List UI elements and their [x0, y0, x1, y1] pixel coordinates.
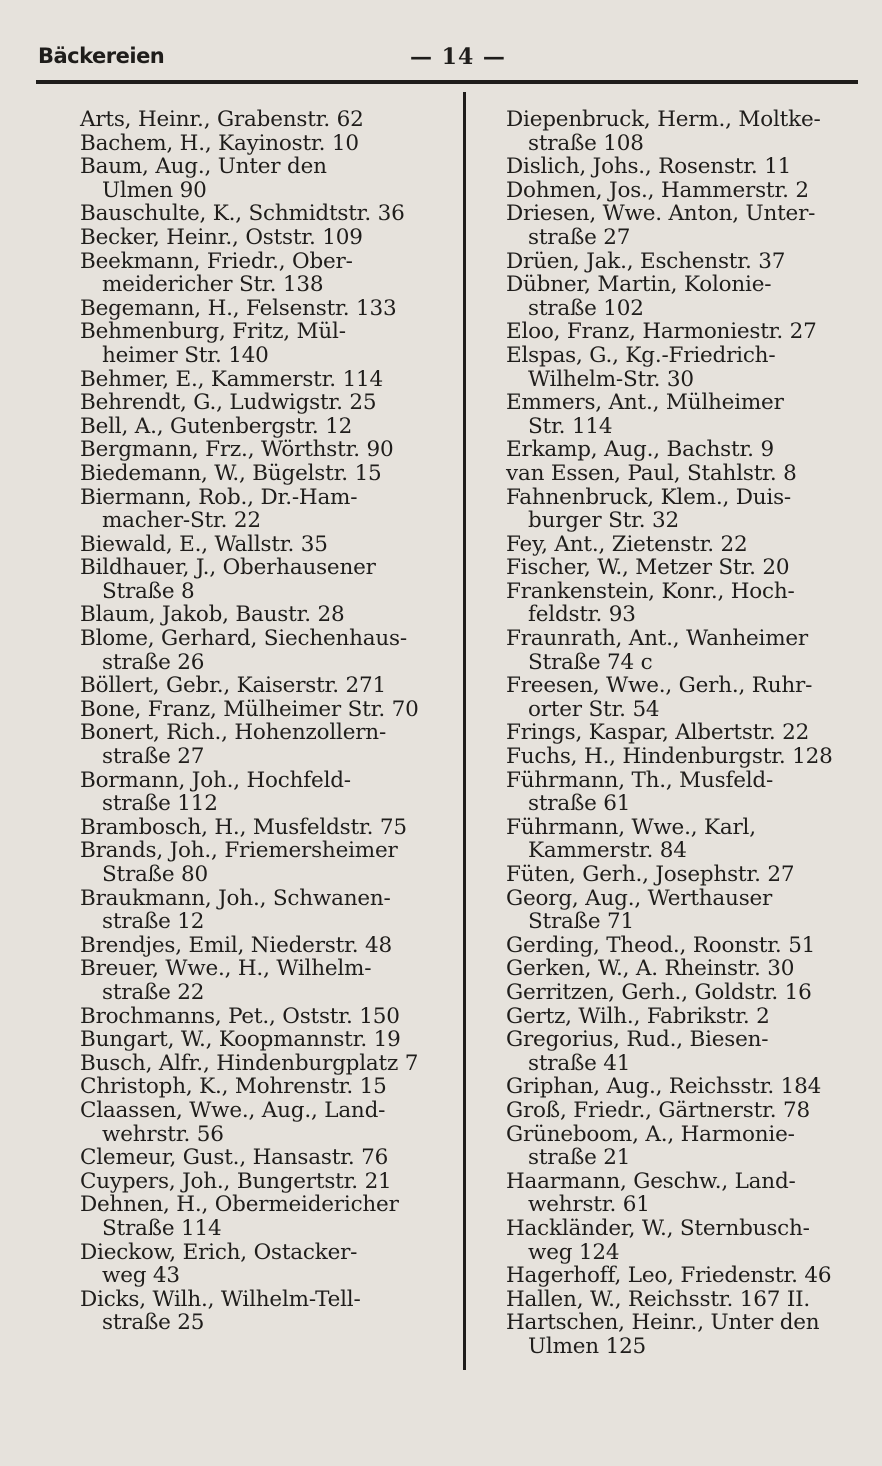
directory-entry: Bachem, H., Kayinostr. 10 [80, 130, 359, 156]
directory-entry: Dehnen, H., Obermeidericher Straße 114 [80, 1192, 399, 1241]
directory-entry: Brambosch, H., Musfeldstr. 75 [80, 814, 407, 840]
directory-entry: Haarmann, Geschw., Land- wehrstr. 61 [506, 1168, 796, 1218]
directory-entry: Hagerhoff, Leo, Friedenstr. 46 [506, 1263, 832, 1289]
directory-entry: Bildhauer, J., Oberhausener Straße 8 [80, 555, 376, 604]
directory-entry: Clemeur, Gust., Hansastr. 76 [80, 1145, 389, 1171]
page-number: — 14 — [410, 44, 506, 70]
header-rule [36, 80, 858, 84]
directory-entry: Baum, Aug., Unter den Ulmen 90 [80, 154, 327, 203]
directory-entry: Führmann, Wwe., Karl, Kammerstr. 84 [506, 814, 756, 864]
directory-entry: Busch, Alfr., Hindenburgplatz 7 [80, 1050, 419, 1076]
directory-entry: Hackländer, W., Sternbusch- weg 124 [506, 1215, 810, 1265]
directory-entry: Gregorius, Rud., Biesen- straße 41 [506, 1027, 769, 1076]
directory-entry: Gerken, W., A. Rheinstr. 30 [506, 956, 795, 982]
directory-entry: Dohmen, Jos., Hammerstr. 2 [506, 177, 809, 203]
directory-entry: Becker, Heinr., Oststr. 109 [80, 224, 363, 250]
directory-entry: Bone, Franz, Mülheimer Str. 70 [80, 696, 419, 722]
directory-entry: Claassen, Wwe., Aug., Land- wehrstr. 56 [80, 1097, 386, 1147]
right-column [506, 108, 871, 1358]
directory-entry: Gerritzen, Gerh., Goldstr. 16 [506, 979, 812, 1005]
directory-entry: Hartschen, Heinr., Unter den Ulmen 125 [506, 1310, 820, 1359]
directory-entry: Gerding, Theod., Roonstr. 51 [506, 932, 816, 958]
directory-entry: Blome, Gerhard, Siechenhaus- straße 26 [80, 626, 407, 675]
directory-entry: Dislich, Johs., Rosenstr. 11 [506, 154, 792, 180]
directory-entry: Beekmann, Friedr., Ober- meidericher Str. 138 [80, 248, 353, 298]
directory-entry: Behmer, E., Kammerstr. 114 [80, 366, 384, 392]
directory-entry: Biermann, Rob., Dr.-Ham- macher-Str. 22 [80, 484, 358, 534]
directory-entry: Freesen, Wwe., Gerh., Ruhr- orter Str. 54 [506, 673, 813, 722]
directory-entry: Frankenstein, Konr., Hoch- feldstr. 93 [506, 578, 795, 628]
directory-entry: Bormann, Joh., Hochfeld- straße 112 [80, 767, 351, 817]
left-column [80, 108, 445, 1335]
directory-entry: Grüneboom, A., Harmonie- straße 21 [506, 1121, 795, 1171]
directory-entry: Fuchs, H., Hindenburgstr. 128 [506, 744, 833, 770]
directory-entry: Elspas, G., Kg.-Friedrich- Wilhelm-Str. 30 [506, 342, 776, 392]
directory-entry: Bungart, W., Koopmannstr. 19 [80, 1027, 401, 1053]
directory-entry: Brands, Joh., Friemersheimer Straße 80 [80, 838, 398, 887]
directory-entry: Fischer, W., Metzer Str. 20 [506, 555, 790, 581]
directory-entry: Driesen, Wwe. Anton, Unter- straße 27 [506, 201, 816, 250]
directory-entry: Brendjes, Emil, Niederstr. 48 [80, 932, 392, 958]
directory-entry: Georg, Aug., Werthauser Straße 71 [506, 885, 773, 935]
directory-entry: Behmenburg, Fritz, Mül- heimer Str. 140 [80, 319, 346, 368]
directory-entry: Drüen, Jak., Eschenstr. 37 [506, 248, 786, 274]
directory-entry: Bergmann, Frz., Wörthstr. 90 [80, 437, 394, 463]
directory-entry: Dieckow, Erich, Ostacker- weg 43 [80, 1239, 358, 1289]
directory-entry: Fey, Ant., Zietenstr. 22 [506, 531, 748, 557]
directory-entry: Dübner, Martin, Kolonie- straße 102 [506, 272, 772, 321]
directory-entry: Griphan, Aug., Reichsstr. 184 [506, 1074, 822, 1100]
directory-entry: Groß, Friedr., Gärtnerstr. 78 [506, 1097, 810, 1123]
directory-entry: Cuypers, Joh., Bungertstr. 21 [80, 1168, 392, 1194]
directory-entry: Breuer, Wwe., H., Wilhelm- straße 22 [80, 956, 372, 1005]
directory-entry: Christoph, K., Mohrenstr. 15 [80, 1074, 387, 1100]
directory-entry: Bonert, Rich., Hohenzollern- straße 27 [80, 720, 387, 770]
section-title: Bäckereien [38, 44, 165, 68]
directory-entry: Bell, A., Gutenbergstr. 12 [80, 413, 353, 439]
directory-entry: Erkamp, Aug., Bachstr. 9 [506, 437, 774, 463]
directory-entry: van Essen, Paul, Stahlstr. 8 [506, 460, 797, 486]
directory-entry: Biewald, E., Wallstr. 35 [80, 531, 328, 557]
directory-entry: Füten, Gerh., Josephstr. 27 [506, 862, 795, 887]
directory-entry: Brochmanns, Pet., Oststr. 150 [80, 1003, 400, 1029]
directory-entry: Fraunrath, Ant., Wanheimer Straße 74 c [506, 626, 809, 675]
directory-entry: Böllert, Gebr., Kaiserstr. 271 [80, 673, 386, 699]
directory-entry: Braukmann, Joh., Schwanen- straße 12 [80, 885, 391, 935]
directory-entry: Führmann, Th., Musfeld- straße 61 [506, 767, 774, 817]
directory-entry: Fahnenbruck, Klem., Duis- burger Str. 32 [506, 484, 791, 534]
directory-entry: Emmers, Ant., Mülheimer Str. 114 [506, 390, 784, 439]
directory-entry: Bauschulte, K., Schmidtstr. 36 [80, 201, 405, 227]
directory-entry: Dicks, Wilh., Wilhelm-Tell- straße 25 [80, 1286, 361, 1336]
directory-entry: Behrendt, G., Ludwigstr. 25 [80, 390, 377, 416]
directory-entry: Arts, Heinr., Grabenstr. 62 [80, 107, 364, 132]
directory-entry: Gertz, Wilh., Fabrikstr. 2 [506, 1003, 770, 1029]
column-divider [463, 92, 466, 1370]
directory-entry: Hallen, W., Reichsstr. 167 II. [506, 1286, 811, 1312]
directory-entry: Eloo, Franz, Harmoniestr. 27 [506, 319, 817, 345]
directory-entry: Diepenbruck, Herm., Moltke- straße 108 [506, 107, 821, 156]
directory-entry: Blaum, Jakob, Baustr. 28 [80, 602, 345, 628]
directory-entry: Biedemann, W., Bügelstr. 15 [80, 460, 382, 486]
directory-entry: Begemann, H., Felsenstr. 133 [80, 295, 397, 321]
directory-entry: Frings, Kaspar, Albertstr. 22 [506, 720, 810, 746]
